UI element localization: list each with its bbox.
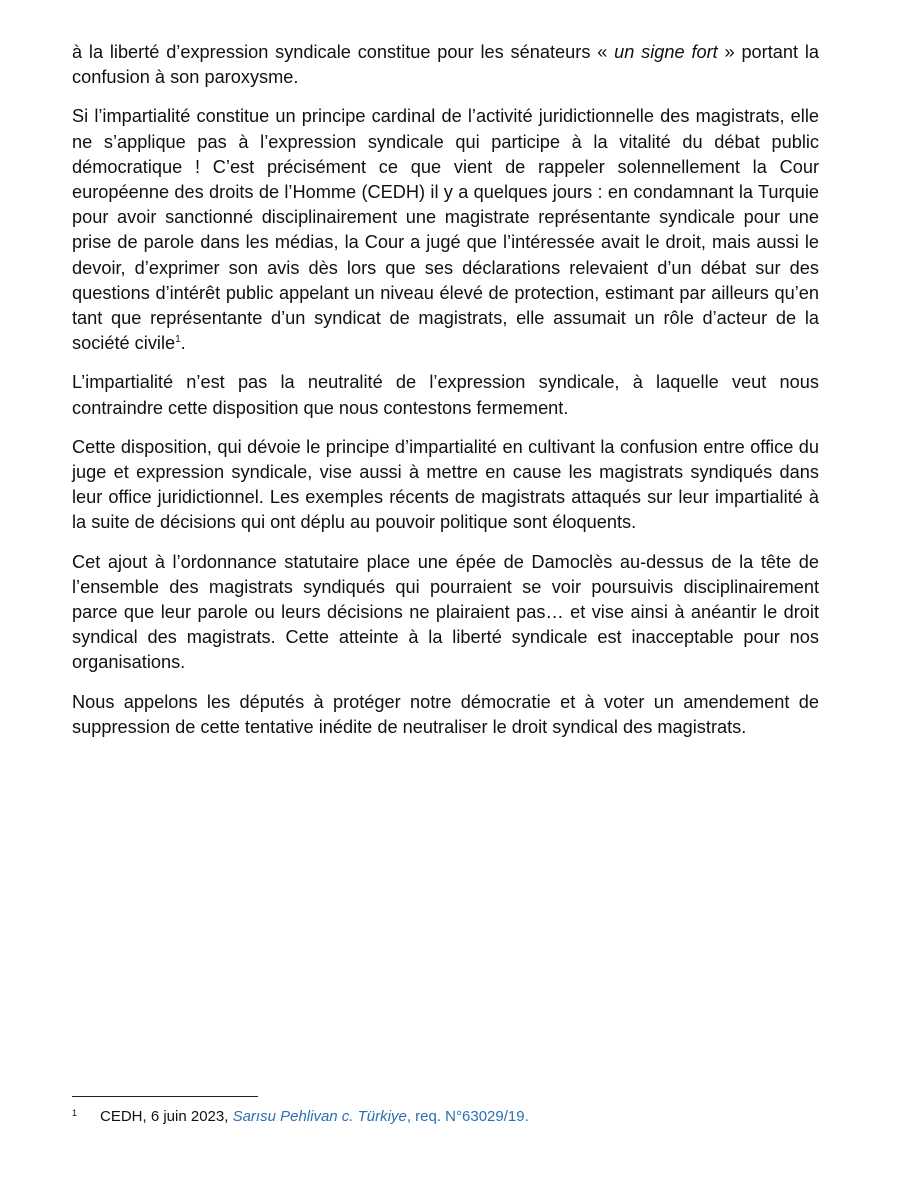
paragraph-2-text: Si l’impartialité constitue un principe cardinal de l’activité juridictionnelle des magistrats, elle ne s’applique pas à l’expression syndicale qui participe à la vitalité du débat public démocratique ! C’est précisément ce que vient de rappeler solennellement la Cour européenne des droits de l’Homme (CEDH) il y a quelques jours : en condamnant la Turquie pour avoir sanctionné disciplinairement une magistrate représentante syndicale pour une prise de parole dans les médias, la Cour a jugé que l’intéressée avait le droit, mais aussi le devoir, d’exprimer son avis dès lors que ses déclarations relevaient d’un débat sur des questions d’intérêt public appelant un niveau élevé de protection, estimant par ailleurs qu’en tant que représentante d’un syndicat de magistrats, elle assumait un rôle d’acteur de la société civile: [72, 106, 819, 354]
paragraph-2: [72, 104, 819, 356]
footnote-1: [72, 1107, 819, 1127]
paragraph-2-end: .: [180, 333, 186, 354]
paragraph-6: [72, 690, 819, 740]
footnotes-section: [72, 1096, 819, 1127]
footnote-text: [100, 1107, 529, 1127]
paragraph-1-text-start: à la liberté d’expression syndicale constitue pour les sénateurs «: [72, 42, 615, 62]
paragraph-5: [72, 550, 819, 676]
footnote-case-link[interactable]: [233, 1108, 529, 1125]
footnote-reference[interactable]: 1: [175, 334, 181, 346]
footnote-separator: [72, 1096, 258, 1097]
paragraph-6-text: Nous appelons les députés à protéger notre démocratie et à voter un amendement de suppression de cette tentative inédite de neutraliser le droit syndical des magistrats.: [72, 691, 819, 737]
footnote-number: 1: [72, 1108, 78, 1118]
paragraph-4-text: Cette disposition, qui dévoie le principe d’impartialité en cultivant la confusion entre office du juge et expression syndicale, vise aussi à mettre en cause les magistrats syndiqués dans leur office juridictionnel. Les exemples récents de magistrats attaqués sur leur impartialité à la suite de décisions qui ont déplu au pouvoir politique sont éloquents.: [72, 436, 819, 533]
footnote-case-reference[interactable]: , req. N°63029/19.: [406, 1108, 529, 1125]
footnote-prefix: CEDH, 6 juin 2023,: [100, 1108, 233, 1125]
paragraph-4: [72, 435, 819, 536]
paragraph-5-text: Cet ajout à l’ordonnance statutaire place une épée de Damoclès au-dessus de la tête de l’ensemble des magistrats syndiqués qui pourraient se voir poursuivis disciplinairement parce que leur parole ou leurs décisions ne plairaient pas… et vise ainsi à anéantir le droit syndical des magistrats. Cette atteinte à la liberté syndicale est inacceptable pour nos organisations.: [72, 551, 819, 673]
footnote-case-title[interactable]: Sarısu Pehlivan c. Türkiye: [232, 1108, 407, 1125]
paragraph-1-text-end: » portant la confusion à son paroxysme.: [72, 42, 820, 88]
paragraph-3-text: L’impartialité n’est pas la neutralité de l’expression syndicale, à laquelle veut nous contraindre cette disposition que nous contestons fermement.: [72, 372, 819, 418]
paragraph-3: [72, 370, 819, 420]
paragraph-1: [72, 40, 819, 90]
paragraph-1-emphasis: un signe fort: [614, 42, 718, 62]
document-body: [72, 40, 819, 754]
